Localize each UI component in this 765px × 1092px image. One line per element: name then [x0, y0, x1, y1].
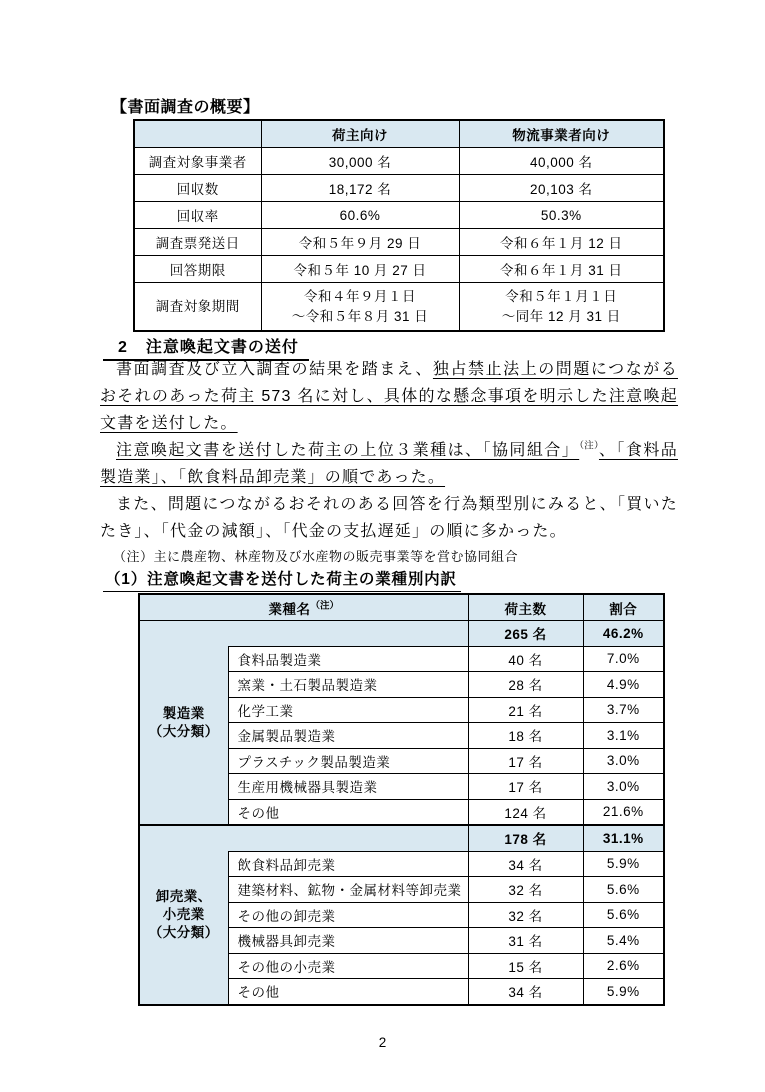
- industry-share: 3.7%: [583, 697, 664, 723]
- table-row: [134, 148, 664, 175]
- table-header-row: [139, 594, 664, 621]
- industry-count: 31 名: [468, 928, 583, 954]
- category-manufacturing: [139, 621, 228, 826]
- paragraph-1: [100, 356, 678, 437]
- industry-count: 17 名: [468, 748, 583, 774]
- industry-count: 34 名: [468, 979, 583, 1005]
- industry-share: 3.0%: [583, 748, 664, 774]
- industry-share: 5.9%: [583, 979, 664, 1005]
- group-total-share: 31.1%: [583, 825, 664, 851]
- paragraph-2: [100, 437, 678, 491]
- col-header-share: 割合: [583, 594, 664, 621]
- industry-breakdown-table: [138, 593, 665, 1006]
- note-reference: （注）: [310, 600, 340, 611]
- category-label-line: （大分類）: [148, 723, 219, 739]
- category-label-line: 卸売業、: [155, 888, 212, 904]
- industry-count: 17 名: [468, 774, 583, 800]
- industry-count: 40 名: [468, 646, 583, 672]
- underlined-text: 、「食料品製造業」、「飲食料品卸売業」の順であった。: [100, 442, 678, 486]
- blank-header-cell: [134, 120, 261, 148]
- summary-blank-cell: [228, 621, 468, 647]
- survey-overview-table: [133, 119, 665, 332]
- period-line: 令和４年９月１日: [304, 288, 416, 304]
- cell-value: 60.6%: [261, 202, 459, 229]
- table-row: [134, 256, 664, 283]
- industry-share: 5.4%: [583, 928, 664, 954]
- cell-value: 18,172 名: [261, 175, 459, 202]
- group-total-share: 46.2%: [583, 621, 664, 647]
- industry-share: 2.6%: [583, 953, 664, 979]
- table-row: [134, 283, 664, 332]
- table-header-row: [134, 120, 664, 148]
- cell-value: 40,000 名: [459, 148, 664, 175]
- industry-count: 15 名: [468, 953, 583, 979]
- underlined-text: 注意喚起文書を送付した荷主の上位３業種は、「協同組合」: [116, 442, 580, 459]
- category-label-line: （大分類）: [148, 924, 219, 940]
- row-label: 回答期限: [134, 256, 261, 283]
- category-label-line: 小売業: [162, 906, 205, 922]
- period-line: ～令和５年８月 31 日: [291, 308, 429, 324]
- table-row: [134, 175, 664, 202]
- cell-value: 令和６年１月 31 日: [459, 256, 664, 283]
- breakdown-heading: （1）注意喚起文書を送付した荷主の業種別内訳: [103, 567, 461, 592]
- row-label: 調査票発送日: [134, 229, 261, 256]
- industry-name: 建築材料、鉱物・金属材料等卸売業: [228, 877, 468, 903]
- summary-blank-cell: [228, 825, 468, 851]
- industry-name: 機械器具卸売業: [228, 928, 468, 954]
- section-title: 注意喚起文書の送付: [145, 339, 299, 356]
- group-total-count: 178 名: [468, 825, 583, 851]
- group-summary-row: [139, 621, 664, 647]
- group-summary-row: [139, 825, 664, 851]
- col-header-shipper: 荷主向け: [261, 120, 459, 148]
- group-total-count: 265 名: [468, 621, 583, 647]
- period-line: ～同年 12 月 31 日: [501, 308, 621, 324]
- industry-name: 食料品製造業: [228, 646, 468, 672]
- col-header-logistics: 物流事業者向け: [459, 120, 664, 148]
- cell-value: 令和５年９月 29 日: [261, 229, 459, 256]
- cell-value: 令和６年１月 12 日: [459, 229, 664, 256]
- table-row: [134, 202, 664, 229]
- industry-count: 124 名: [468, 799, 583, 825]
- col-header-count: 荷主数: [468, 594, 583, 621]
- industry-name: 金属製品製造業: [228, 723, 468, 749]
- category-label-line: 製造業: [162, 705, 205, 721]
- cell-value: 令和５年 10 月 27 日: [261, 256, 459, 283]
- col-header-industry: [139, 594, 468, 621]
- cell-value: 20,103 名: [459, 175, 664, 202]
- industry-count: 28 名: [468, 672, 583, 698]
- industry-name: その他: [228, 979, 468, 1005]
- page-number: 2: [378, 1035, 387, 1050]
- industry-name: その他の卸売業: [228, 902, 468, 928]
- industry-count: 34 名: [468, 851, 583, 877]
- industry-share: 3.1%: [583, 723, 664, 749]
- period-line: 令和５年１月１日: [505, 288, 618, 304]
- industry-name: その他の小売業: [228, 953, 468, 979]
- industry-share: 5.9%: [583, 851, 664, 877]
- overview-title: 【書面調査の概要】: [111, 99, 260, 116]
- section-number: 2: [118, 339, 128, 356]
- industry-share: 7.0%: [583, 646, 664, 672]
- table-row: [134, 229, 664, 256]
- row-label: 調査対象期間: [134, 283, 261, 332]
- cell-value: [261, 283, 459, 332]
- cell-value: 50.3%: [459, 202, 664, 229]
- industry-count: 32 名: [468, 877, 583, 903]
- paragraph-text: 書面調査及び立入調査の結果を踏まえ、: [116, 361, 433, 378]
- row-label: 回収数: [134, 175, 261, 202]
- industry-share: 5.6%: [583, 877, 664, 903]
- industry-share: 3.0%: [583, 774, 664, 800]
- industry-name: 化学工業: [228, 697, 468, 723]
- industry-name: 飲食料品卸売業: [228, 851, 468, 877]
- row-label: 調査対象事業者: [134, 148, 261, 175]
- industry-name: 生産用機械器具製造業: [228, 774, 468, 800]
- underlined-text: 独占禁止法上の問題につながるおそれのあった荷主 573 名に対し、具体的な懸念事項を明示した注意喚起文書を送付した。: [100, 361, 678, 432]
- industry-name: その他: [228, 799, 468, 825]
- industry-name: プラスチック製品製造業: [228, 748, 468, 774]
- industry-share: 5.6%: [583, 902, 664, 928]
- category-wholesale-retail: [139, 825, 228, 1005]
- header-label: 業種名: [268, 601, 311, 617]
- industry-share: 21.6%: [583, 799, 664, 825]
- cell-value: [459, 283, 664, 332]
- paragraph-3: また、問題につながるおそれのある回答を行為類型別にみると、「買いたたき」、「代金の減額」、「代金の支払遅延」の順に多かった。: [100, 496, 678, 540]
- industry-count: 18 名: [468, 723, 583, 749]
- industry-share: 4.9%: [583, 672, 664, 698]
- cell-value: 30,000 名: [261, 148, 459, 175]
- industry-count: 21 名: [468, 697, 583, 723]
- section-2-body: [100, 356, 678, 568]
- industry-count: 32 名: [468, 902, 583, 928]
- footnote: （注）主に農産物、林産物及び水産物の販売事業等を営む協同組合: [113, 549, 519, 564]
- note-reference: （注）: [579, 440, 599, 452]
- industry-name: 窯業・土石製品製造業: [228, 672, 468, 698]
- row-label: 回収率: [134, 202, 261, 229]
